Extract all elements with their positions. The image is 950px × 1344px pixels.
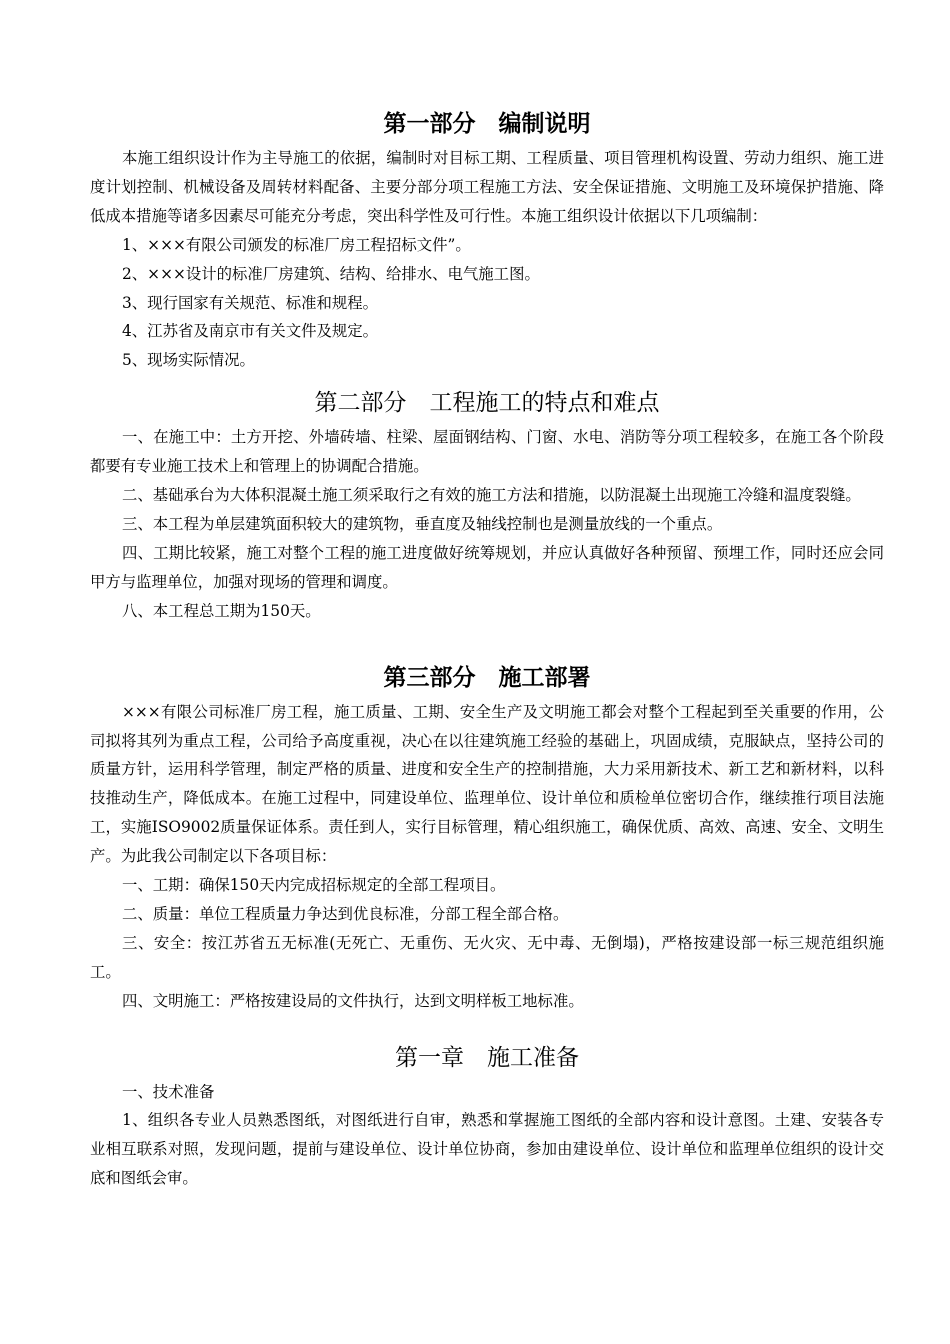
- section3-item: 二、质量：单位工程质量力争达到优良标准，分部工程全部合格。: [122, 904, 569, 923]
- chapter1-title: 第一章 施工准备: [395, 1044, 579, 1071]
- section2-title: 第二部分 工程施工的特点和难点: [314, 390, 660, 417]
- section3-item: 三、安全：按江苏省五无标准(无死亡、无重伤、无火灾、无中毒、无倒塌)，严格按建设部一标三规范组织施工。: [90, 933, 884, 981]
- section2-item: 四、工期比较紧，施工对整个工程的施工进度做好统筹规划，并应认真做好各种预留、预埋工作，同时还应会同甲方与监理单位，加强对现场的管理和调度。: [90, 543, 884, 591]
- section1-item: 4、江苏省及南京市有关文件及规定。: [122, 322, 379, 341]
- section3-item: 一、工期：确保150天内完成招标规定的全部工程项目。: [122, 876, 506, 895]
- section3-intro: ×××有限公司标准厂房工程，施工质量、工期、安全生产及文明施工都会对整个工程起到至关重要的作用，公司拟将其列为重点工程，公司给予高度重视，决心在以往建筑施工经验的基础上，巩固成绩，克服缺点，坚持公司的质量方针，运用科学管理，制定严格的质量、进度和安全生产的控制措施，大力采用新技术、新工艺和新材料，以科技推动生产，降低成本。在施工过程中，同建设单位、监理单位、设计单位和质检单位密切合作，继续推行项目法施工，实施ISO9002质量保证体系。责任到人，实行目标管理，精心组织施工，确保优质、高效、高速、安全、文明生产。为此我公司制定以下各项目标：: [90, 702, 884, 866]
- chapter1-paragraph: 1、组织各专业人员熟悉图纸，对图纸进行自审，熟悉和掌握施工图纸的全部内容和设计意图。土建、安装各专业相互联系对照，发现问题，提前与建设单位、设计单位协商，参加由建设单位、设计单位和监理单位组织的设计交底和图纸会审。: [90, 1111, 884, 1188]
- section1-intro: 本施工组织设计作为主导施工的依据，编制时对目标工期、工程质量、项目管理机构设置、劳动力组织、施工进度计划控制、机械设备及周转材料配备、主要分部分项工程施工方法、安全保证措施、文明施工及环境保护措施、降低成本措施等诸多因素尽可能充分考虑，突出科学性及可行性。本施工组织设计依据以下几项编制：: [90, 149, 884, 225]
- section1-item: 2、×××设计的标准厂房建筑、结构、给排水、电气施工图。: [122, 264, 540, 283]
- section2-item: 一、在施工中：土方开挖、外墙砖墙、柱梁、屋面钢结构、门窗、水电、消防等分项工程较多，在施工各个阶段都要有专业施工技术上和管理上的协调配合措施。: [90, 428, 884, 476]
- section2-item: 八、本工程总工期为150天。: [122, 601, 321, 620]
- section1-item: 1、×××有限公司颁发的标准厂房工程招标文件”。: [122, 235, 471, 254]
- section1-item: 5、现场实际情况。: [122, 351, 255, 370]
- section2-item: 三、本工程为单层建筑面积较大的建筑物，垂直度及轴线控制也是测量放线的一个重点。: [122, 514, 723, 533]
- section1-title: 第一部分 编制说明: [383, 110, 591, 137]
- section3-title: 第三部分 施工部署: [383, 663, 591, 691]
- section2-item: 二、基础承台为大体积混凝土施工须采取行之有效的施工方法和措施，以防混凝土出现施工冷缝和温度裂缝。: [122, 486, 861, 505]
- section3-item: 四、文明施工：严格按建设局的文件执行，达到文明样板工地标准。: [122, 991, 584, 1010]
- chapter1-subheading: 一、技术准备: [122, 1082, 215, 1101]
- section1-item: 3、现行国家有关规范、标准和规程。: [122, 293, 379, 312]
